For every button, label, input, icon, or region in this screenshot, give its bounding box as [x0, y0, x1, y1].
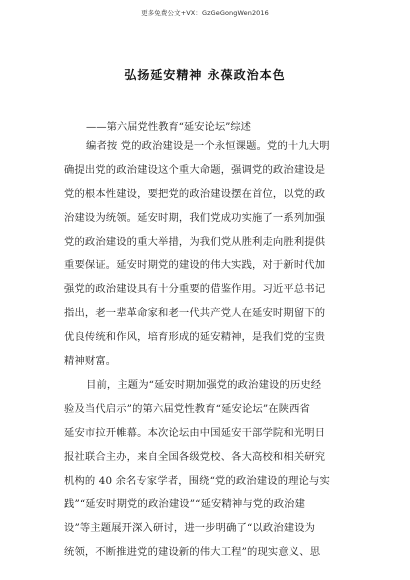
text-line: 党的政治建设的重大举措，为我们党从胜利走向胜利提供 [64, 235, 326, 248]
text-line: 治建设为统领。延安时期，我们党成功实施了一系列加强 [64, 211, 326, 224]
paragraph-editor-note [64, 135, 354, 374]
paragraph-forum-summary [64, 374, 354, 565]
text-line: 重要保证。延安时期党的建设的伟大实践，对于新时代加 [64, 259, 326, 272]
text-line: 党的根本性建设，要把党的政治建设摆在首位，以党的政 [64, 187, 326, 200]
text-line: 报社联合主办，来自全国各级党校、各大高校和相关研究 [64, 450, 326, 463]
text-line: 统领，不断推进党的建设新的伟大工程”的现实意义、思 [64, 546, 321, 559]
text-line: 优良传统和作风，培育形成的延安精神，是我们党的宝贵 [64, 331, 326, 344]
text-line: 机构的 40 余名专家学者，围绕“党的政治建设的理论与实 [64, 474, 330, 487]
header-note: 更多免费公文+VX：GzGeGongWen2016 [141, 9, 269, 17]
text-line: 编者按 党的政治建设是一个永恒课题。党的十九大明 [86, 140, 330, 152]
document-title: 弘扬延安精神 永葆政治本色 [124, 68, 286, 82]
text-line: 强党的政治建设具有十分重要的借鉴作用。习近平总书记 [64, 283, 326, 296]
text-line: 延安市拉开帷幕。本次论坛由中国延安干部学院和光明日 [64, 426, 326, 439]
text-line: 指出，老一辈革命家和老一代共产党人在延安时期留下的 [64, 307, 326, 320]
text-line: 验及当代启示”的第六届党性教育“延安论坛”在陕西省 [64, 402, 311, 415]
text-line: 精神财富。 [64, 355, 117, 368]
text-line: 践”“延安时期党的政治建设”“延安精神与党的政治建 [64, 498, 306, 511]
text-line: 设”等主题展开深入研讨，进一步明确了“以政治建设为 [64, 522, 316, 535]
text-line: 目前，主题为“延安时期加强党的政治建设的历史经 [86, 379, 322, 391]
text-line: 确提出党的政治建设这个重大命题，强调党的政治建设是 [64, 163, 326, 176]
document-subtitle: ——第六届党性教育“延安论坛”综述 [86, 121, 251, 133]
